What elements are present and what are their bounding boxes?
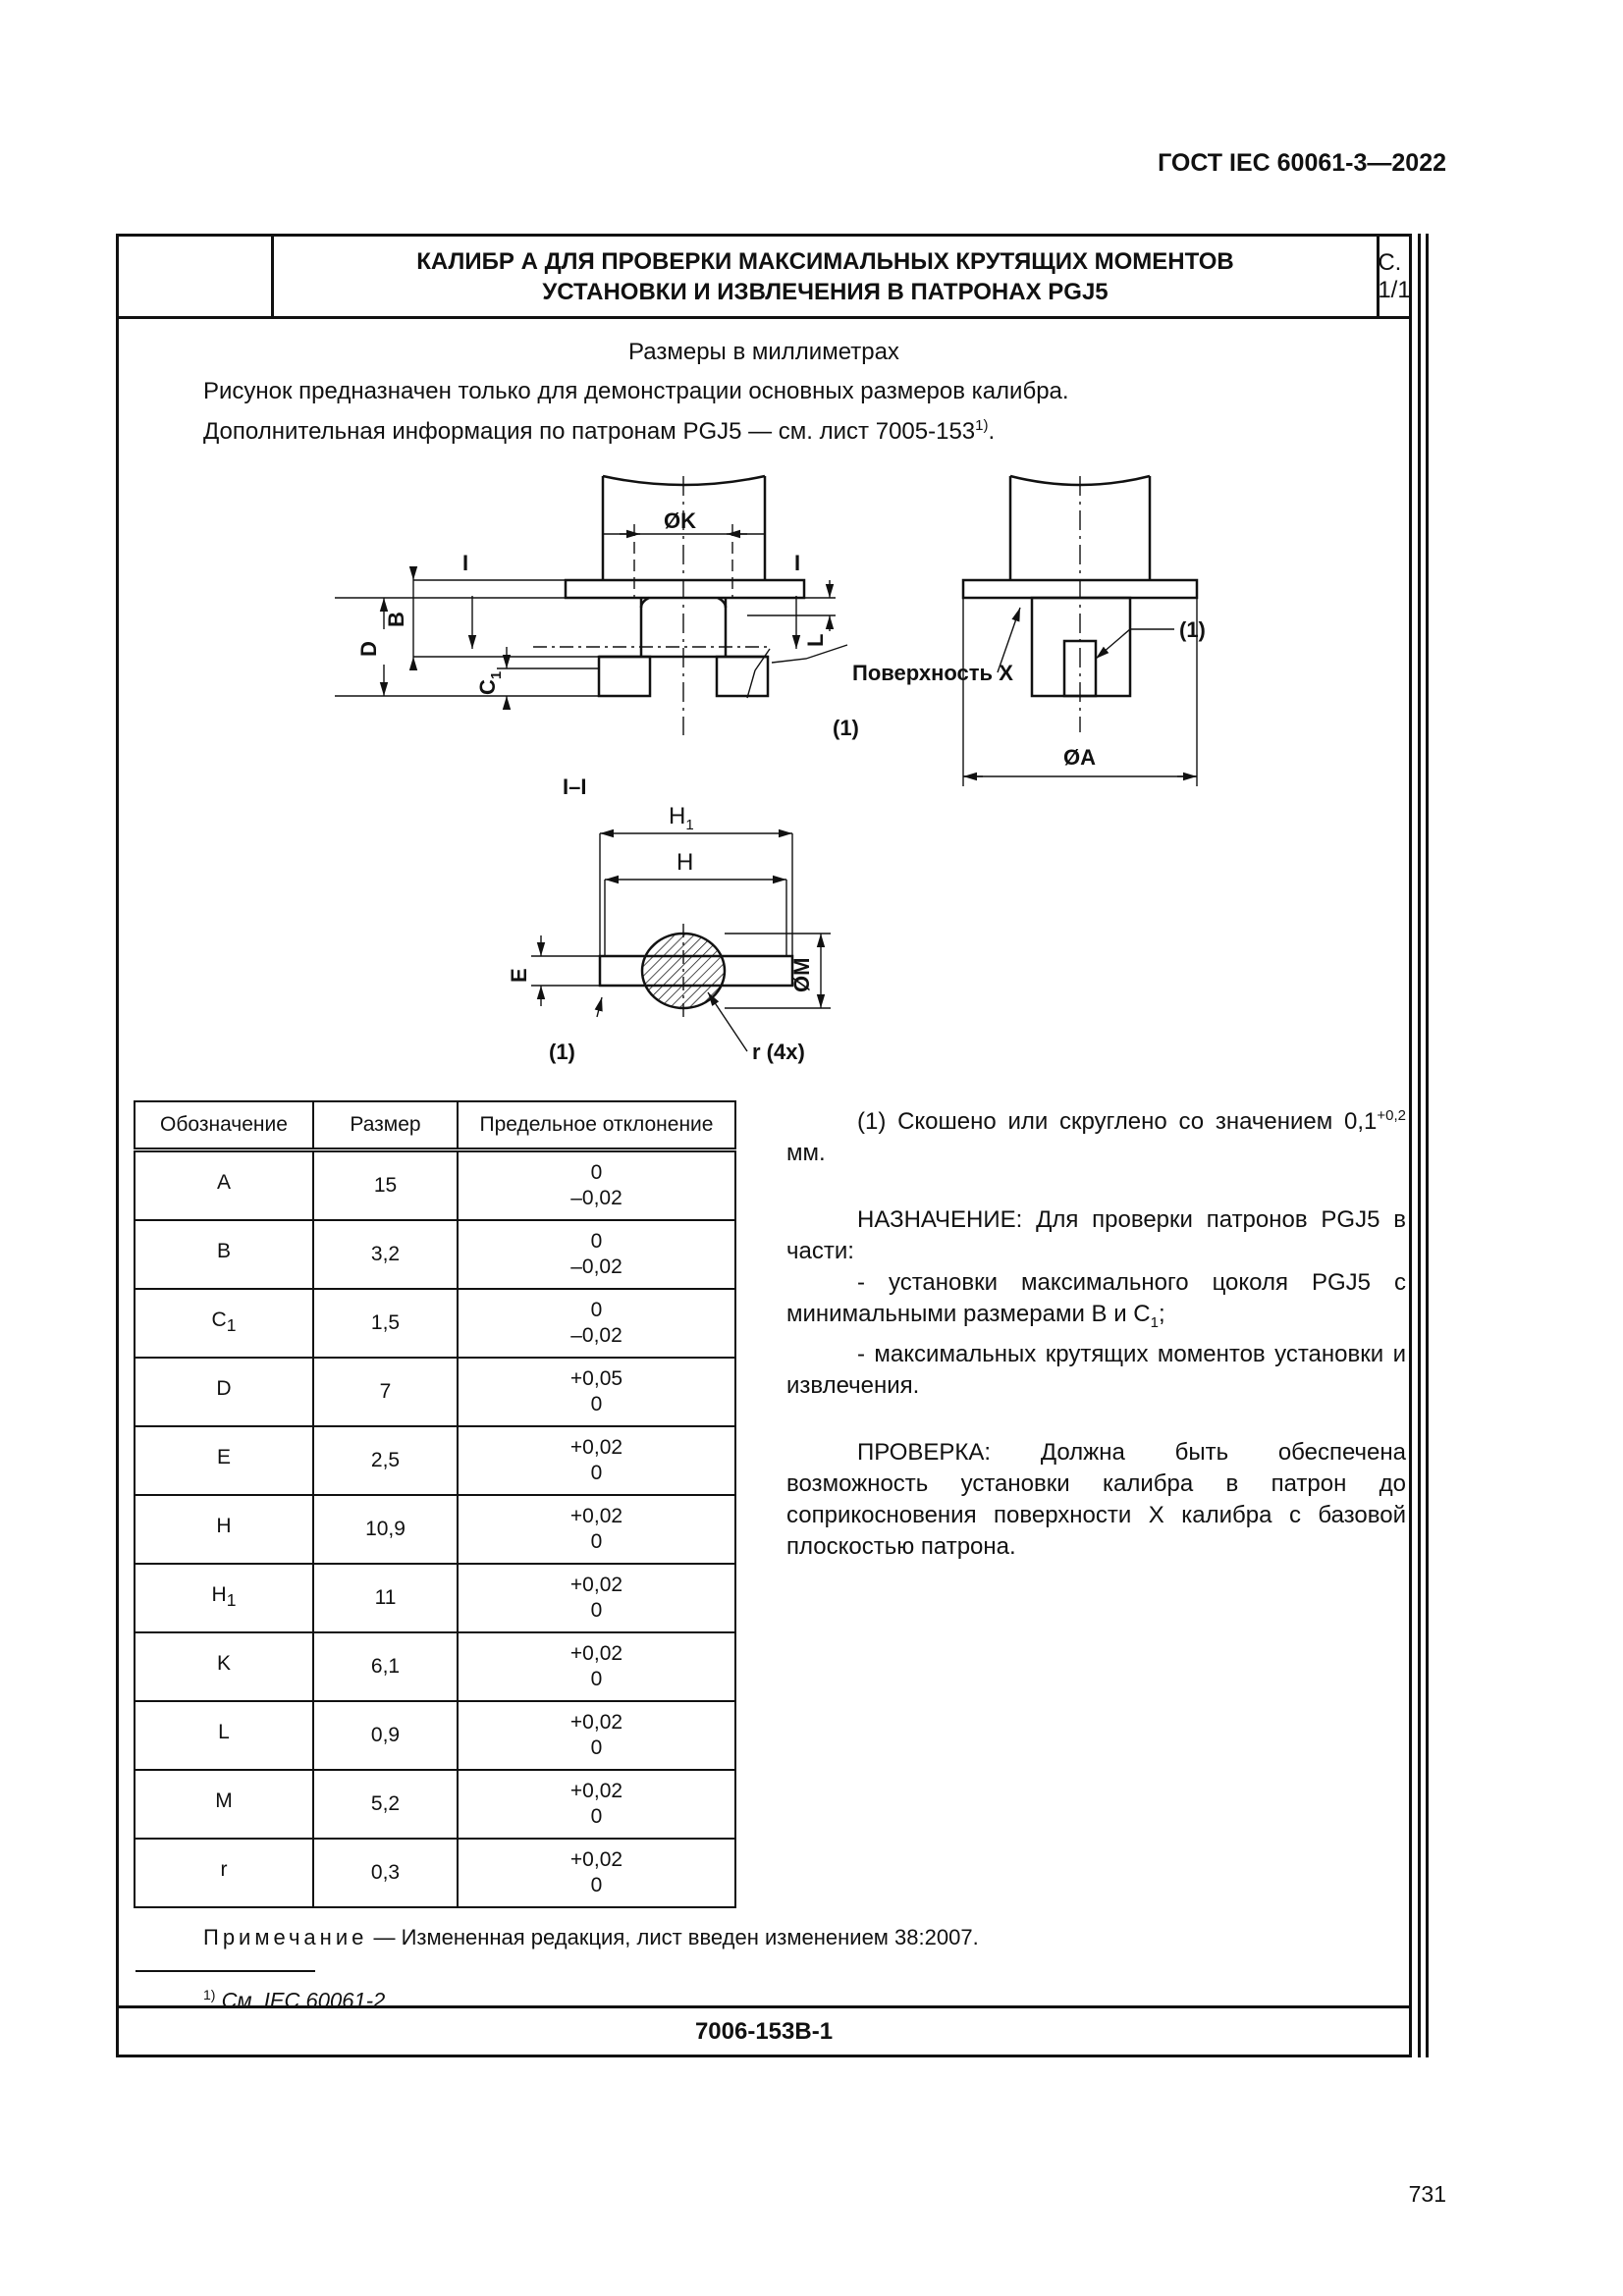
symbol-text: H	[216, 1515, 232, 1538]
e-dimension-label: E	[507, 968, 531, 983]
sheet-frame	[116, 234, 1412, 2057]
table-row	[135, 1495, 735, 1564]
gauge-drawing	[119, 237, 1415, 1100]
cell-symbol	[135, 1701, 313, 1770]
tol-upper: 0	[590, 1299, 603, 1321]
a-diameter-label: ØA	[1063, 745, 1096, 770]
intro-footnote-ref: 1)	[975, 417, 989, 434]
footnote-rule	[135, 1970, 315, 1972]
cell-size: 1,5	[313, 1289, 458, 1358]
d-dimension-label: D	[356, 641, 381, 657]
tol-lower: 0	[590, 1530, 603, 1553]
table-row	[135, 1701, 735, 1770]
tol-upper: +0,02	[569, 1574, 623, 1596]
surface-x-label: Поверхность X	[852, 661, 1013, 685]
tol-upper: 0	[590, 1161, 603, 1184]
cell-symbol	[135, 1770, 313, 1839]
footnote-mark: 1)	[203, 1987, 216, 2002]
title-line-1: КАЛИБР А ДЛЯ ПРОВЕРКИ МАКСИМАЛЬНЫХ КРУТЯЩИХ МОМЕНТОВ	[416, 247, 1234, 275]
front-view-dims	[335, 476, 847, 735]
notes-block	[786, 1100, 1406, 1598]
tol-upper: +0,02	[569, 1505, 623, 1527]
symbol-sub: 1	[226, 1315, 237, 1336]
chamfer-unit: мм.	[786, 1140, 826, 1166]
chamfer-note	[786, 1100, 1406, 1169]
table-row	[135, 1632, 735, 1701]
tol-lower: 0	[590, 1393, 603, 1415]
h-dimension-label: H	[676, 849, 694, 876]
sheet-footer-code: 7006-153B-1	[119, 2005, 1409, 2055]
table-row	[135, 1770, 735, 1839]
cell-size: 11	[313, 1564, 458, 1632]
cell-size: 0,3	[313, 1839, 458, 1907]
cell-tolerance	[458, 1770, 735, 1839]
note-prefix: Примечание	[203, 1925, 368, 1949]
purpose-item-1	[786, 1267, 1406, 1339]
cell-size: 10,9	[313, 1495, 458, 1564]
cell-symbol	[135, 1426, 313, 1495]
b-dimension-label: B	[384, 612, 408, 627]
symbol-text: r	[220, 1858, 228, 1882]
tol-upper: +0,05	[569, 1367, 623, 1390]
sheet-note	[203, 1925, 979, 1950]
cell-symbol	[135, 1150, 313, 1221]
tol-lower: 0	[590, 1599, 603, 1622]
chamfer-text: (1) Скошено или скруглено со значением 0,1	[857, 1108, 1378, 1135]
table-header-row	[135, 1101, 735, 1150]
cell-size: 3,2	[313, 1220, 458, 1289]
symbol-text: C	[211, 1308, 227, 1332]
m-diameter-label: ØM	[789, 957, 814, 992]
symbol-text: E	[216, 1446, 231, 1469]
standard-code: ГОСТ IEC 60061-3—2022	[1158, 149, 1446, 177]
symbol-text: B	[216, 1240, 231, 1263]
double-border-line	[1418, 234, 1421, 2057]
cell-size: 0,9	[313, 1701, 458, 1770]
h1-subscript: 1	[685, 817, 694, 833]
purpose-heading: НАЗНАЧЕНИЕ: Для проверки патронов PGJ5 в части:	[786, 1206, 1406, 1264]
l-dimension-label: L	[803, 633, 828, 647]
intro-line-2-text: Дополнительная информация по патронам PGJ5 — см. лист 7005-153	[203, 418, 976, 445]
radius-label: r (4x)	[752, 1040, 805, 1064]
col-header-symbol: Обозначение	[135, 1101, 313, 1150]
cell-tolerance	[458, 1564, 735, 1632]
table-row	[135, 1150, 735, 1221]
tol-upper: +0,02	[569, 1848, 623, 1871]
cell-tolerance	[458, 1220, 735, 1289]
symbol-text: K	[216, 1652, 231, 1676]
section-title: I–I	[563, 774, 587, 799]
table-row	[135, 1358, 735, 1426]
tol-upper: +0,02	[569, 1642, 623, 1665]
col-header-size: Размер	[313, 1101, 458, 1150]
note-ref-side: (1)	[1179, 617, 1206, 642]
tol-upper: +0,02	[569, 1780, 623, 1802]
cell-symbol	[135, 1289, 313, 1358]
table-row	[135, 1220, 735, 1289]
tol-upper: +0,02	[569, 1436, 623, 1459]
dimensions-table	[134, 1100, 736, 1908]
page-number: 731	[1408, 2181, 1446, 2207]
cell-symbol	[135, 1495, 313, 1564]
section-mark-right: I	[794, 551, 801, 575]
tol-upper: +0,02	[569, 1711, 623, 1734]
sheet-number: С. 1/1	[1378, 248, 1411, 303]
purpose-note	[786, 1204, 1406, 1402]
intro-line-2-end: .	[988, 418, 996, 445]
table-row	[135, 1839, 735, 1907]
dimensions-note: Размеры в миллиметрах	[628, 339, 899, 365]
c1-dimension-label	[475, 671, 505, 695]
cell-size: 7	[313, 1358, 458, 1426]
check-note: ПРОВЕРКА: Должна быть обеспечена возможность установки калибра в патрон до соприкосновения поверхности X калибра с базовой плоскостью патрона.	[786, 1438, 1406, 1560]
c1-letter: C	[475, 679, 500, 695]
section-mark-left: I	[462, 551, 469, 575]
side-view-dims	[963, 476, 1197, 786]
chamfer-tolerance: +0,2	[1377, 1107, 1406, 1124]
cell-tolerance	[458, 1701, 735, 1770]
tol-lower: 0	[590, 1874, 603, 1896]
cell-size: 15	[313, 1150, 458, 1221]
symbol-text: A	[216, 1171, 231, 1195]
cell-tolerance	[458, 1150, 735, 1221]
cell-tolerance	[458, 1839, 735, 1907]
table-row	[135, 1289, 735, 1358]
symbol-text: H	[211, 1583, 227, 1607]
cell-tolerance	[458, 1632, 735, 1701]
cell-symbol	[135, 1839, 313, 1907]
symbol-sub: 1	[226, 1590, 237, 1611]
table-row	[135, 1564, 735, 1632]
tol-lower: –0,02	[570, 1187, 622, 1209]
purpose-item-1-text: - установки максимального цоколя PGJ5 с минимальными размерами B и C	[786, 1269, 1406, 1327]
cell-symbol	[135, 1564, 313, 1632]
footnote-text: См. IEC 60061-2.	[221, 1988, 392, 2013]
cell-size: 5,2	[313, 1770, 458, 1839]
k-diameter-label: ØK	[664, 508, 696, 533]
symbol-text: M	[215, 1789, 233, 1813]
purpose-item-1-sub: 1	[1150, 1313, 1159, 1331]
tol-lower: –0,02	[570, 1324, 622, 1347]
cell-symbol	[135, 1358, 313, 1426]
cell-size: 6,1	[313, 1632, 458, 1701]
purpose-item-1-end: ;	[1158, 1301, 1165, 1327]
symbol-text: D	[216, 1377, 232, 1401]
cell-symbol	[135, 1220, 313, 1289]
cell-size: 2,5	[313, 1426, 458, 1495]
tol-lower: 0	[590, 1462, 603, 1484]
cell-tolerance	[458, 1358, 735, 1426]
symbol-text: L	[218, 1721, 230, 1744]
c1-subscript: 1	[488, 670, 505, 680]
cell-tolerance	[458, 1495, 735, 1564]
tol-lower: –0,02	[570, 1255, 622, 1278]
col-header-tolerance: Предельное отклонение	[458, 1101, 735, 1150]
tol-lower: 0	[590, 1668, 603, 1690]
table-row	[135, 1426, 735, 1495]
h1-dimension-label	[669, 803, 694, 833]
tol-lower: 0	[590, 1805, 603, 1828]
intro-line-1: Рисунок предназначен только для демонстрации основных размеров калибра.	[203, 378, 1069, 404]
tol-lower: 0	[590, 1736, 603, 1759]
note-text: — Измененная редакция, лист введен изменением 38:2007.	[367, 1925, 979, 1949]
cell-tolerance	[458, 1426, 735, 1495]
tol-upper: 0	[590, 1230, 603, 1253]
purpose-item-2: - максимальных крутящих моментов установки и извлечения.	[786, 1340, 1406, 1399]
note-ref-section: (1)	[549, 1040, 575, 1064]
h1-letter: H	[669, 803, 686, 829]
title-line-2: УСТАНОВКИ И ИЗВЛЕЧЕНИЯ В ПАТРОНАХ PGJ5	[542, 278, 1109, 305]
note-ref-front: (1)	[833, 716, 859, 740]
cell-symbol	[135, 1632, 313, 1701]
cell-tolerance	[458, 1289, 735, 1358]
double-border-line	[1426, 234, 1429, 2057]
